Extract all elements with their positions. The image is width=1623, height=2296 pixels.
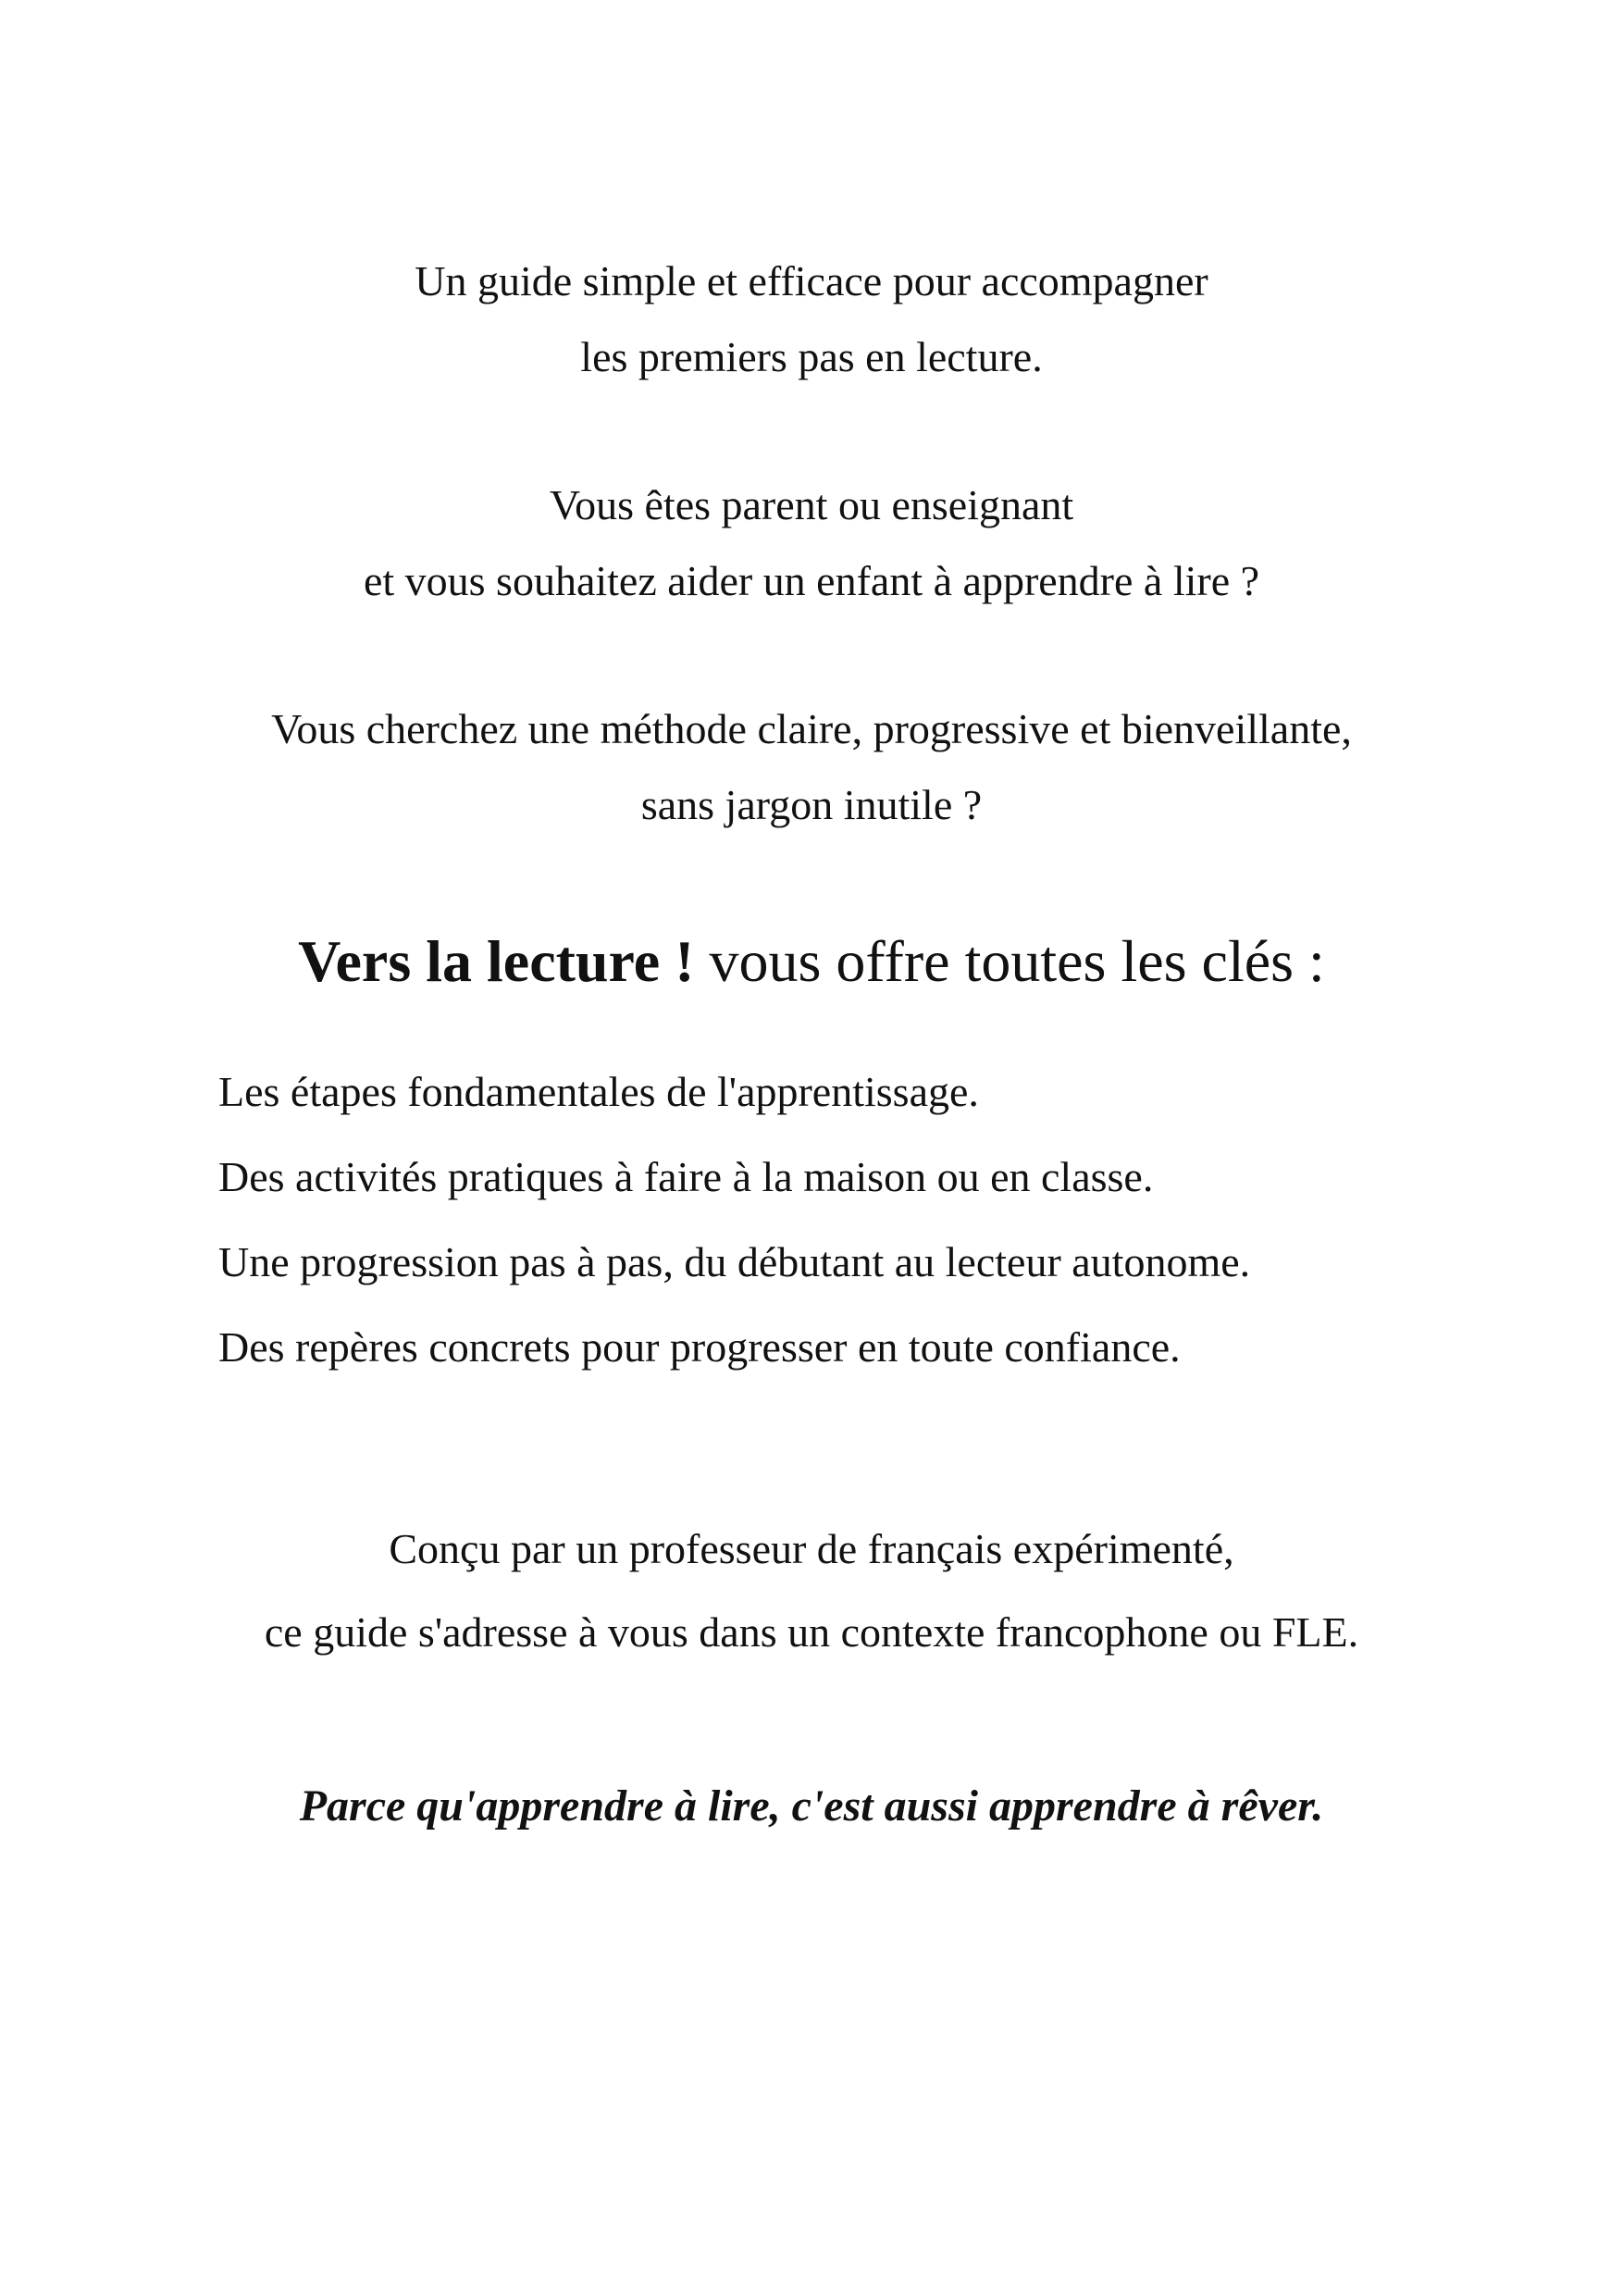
headline — [0, 925, 1623, 999]
intro-line-2: les premiers pas en lecture. — [580, 333, 1043, 380]
benefit-item: Les étapes fondamentales de l'apprentissage. — [218, 1068, 979, 1115]
intro-line-1: Un guide simple et efficace pour accompagner — [415, 257, 1208, 304]
author-line-1: Conçu par un professeur de français expérimenté, — [389, 1525, 1234, 1572]
author-line-2: ce guide s'adresse à vous dans un contexte francophone ou FLE. — [264, 1608, 1359, 1656]
benefit-item: Une progression pas à pas, du débutant au lecteur autonome. — [218, 1238, 1251, 1285]
headline-rest: vous offre toutes les clés : — [694, 928, 1325, 994]
search-line-2: sans jargon inutile ? — [640, 781, 983, 828]
audience-line-2: et vous souhaitez aider un enfant à apprendre à lire ? — [363, 557, 1260, 604]
benefit-item: Des repères concrets pour progresser en toute confiance. — [218, 1323, 1181, 1371]
tagline: Parce qu'apprendre à lire, c'est aussi apprendre à rêver. — [299, 1781, 1324, 1831]
audience-line-1: Vous êtes parent ou enseignant — [549, 481, 1074, 528]
headline-title: Vers la lecture ! — [298, 928, 695, 994]
search-line-1: Vous cherchez une méthode claire, progressive et bienveillante, — [271, 705, 1352, 752]
benefit-item: Des activités pratiques à faire à la maison ou en classe. — [218, 1153, 1154, 1200]
